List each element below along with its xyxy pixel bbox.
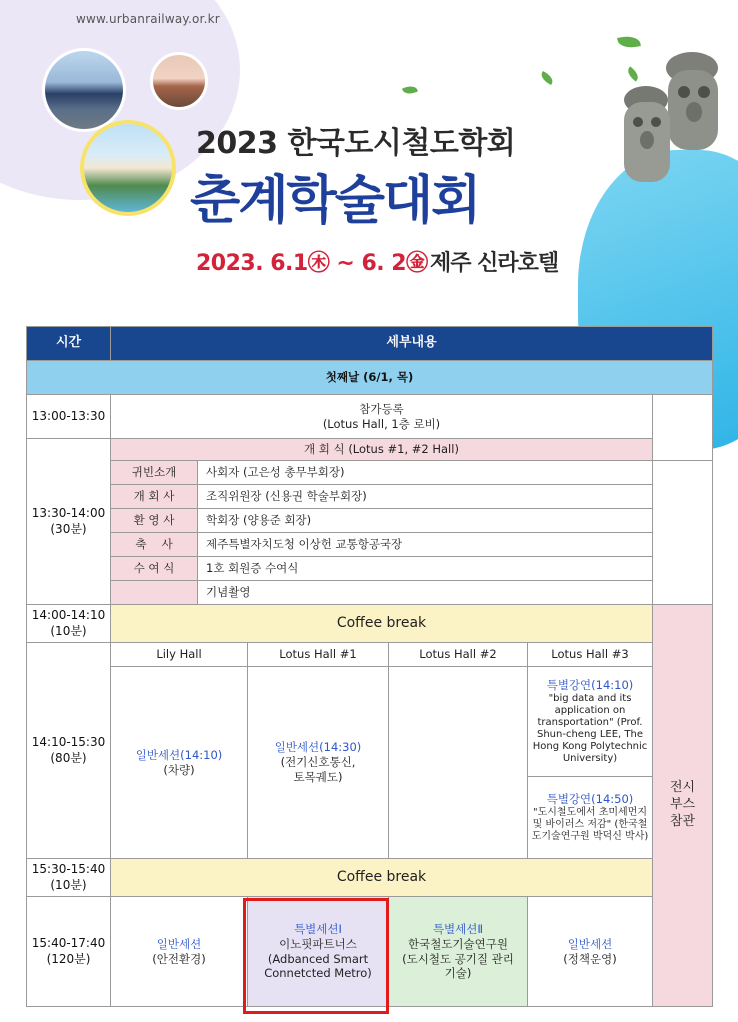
program-label	[111, 581, 198, 605]
duration: (80분)	[50, 750, 87, 765]
session-topic: Connetcted Metro)	[264, 966, 372, 981]
registration-location: (Lotus Hall, 1층 로비)	[322, 416, 441, 431]
table-row	[27, 859, 713, 897]
program-label: 수 여 식	[111, 557, 198, 581]
table-header-row	[27, 327, 713, 361]
special-session-2	[389, 897, 528, 1007]
table-row	[27, 461, 713, 485]
event-venue: 제주 신라호텔	[430, 251, 559, 276]
program-value: 제주특별자치도청 이상헌 교통항공국장	[198, 533, 653, 557]
side-line: 부스	[669, 797, 696, 813]
program-value: 1호 회원증 수여식	[198, 557, 653, 581]
table-row	[27, 557, 713, 581]
lecture-title: 특별강연(14:10)	[546, 678, 634, 693]
session-topic: 이노핏파트너스	[279, 936, 357, 951]
hall-header-row	[27, 643, 713, 667]
session-lotus-1	[248, 667, 389, 859]
hall-name-lotus-2: Lotus Hall #2	[389, 643, 528, 667]
leaf-decoration	[539, 71, 555, 85]
duration: (10분)	[50, 623, 87, 638]
event-title-year-org: 2023 한국도시철도학회	[196, 126, 516, 161]
session-topic: 한국철도기술연구원	[408, 936, 508, 951]
day-label: 첫째날 (6/1, 목)	[27, 361, 713, 395]
table-row	[27, 439, 713, 461]
session-title: 일반세션(14:30)	[274, 740, 362, 755]
program-value: 기념촬영	[198, 581, 653, 605]
time-cell	[27, 439, 111, 605]
duration: (10분)	[50, 877, 87, 892]
time-range: 14:10-15:30	[31, 734, 106, 749]
header-detail: 세부내용	[111, 327, 713, 361]
session-topic: (전기신호통신,	[280, 755, 356, 770]
session-topic: 기술)	[444, 966, 472, 981]
session-title: 특별세션Ⅱ	[432, 921, 484, 936]
time-cell	[27, 605, 111, 643]
side-line: 참관	[669, 813, 696, 829]
empty-side-cell	[653, 395, 713, 461]
time-cell: 13:00-13:30	[27, 395, 111, 439]
time-cell	[27, 643, 111, 859]
registration-cell	[111, 395, 653, 439]
session-title: 특별세션Ⅰ	[294, 921, 342, 936]
session-topic: (Adbanced Smart	[267, 951, 369, 966]
time-cell	[27, 859, 111, 897]
table-row	[27, 395, 713, 439]
hotel-photo	[80, 120, 176, 216]
program-label: 개 회 사	[111, 485, 198, 509]
session-topic: (차량)	[163, 762, 195, 777]
lecture-body: "big data and its application on transportation" (Prof. Shun-cheng LEE, The Hong Kong Polytechnic University)	[532, 692, 648, 764]
table-row	[27, 581, 713, 605]
session-title: 일반세션	[567, 936, 613, 951]
session-lotus-2-empty	[389, 667, 528, 859]
session-general-policy	[528, 897, 653, 1007]
table-row	[27, 667, 713, 777]
lecture-body: "도시철도에서 초미세먼지 및 바이러스 저감" (한국철도기술연구원 박덕신 박사)	[531, 806, 649, 842]
train-photo	[42, 48, 126, 132]
hall-name-lotus-1: Lotus Hall #1	[248, 643, 389, 667]
side-line: 전시	[669, 780, 696, 796]
coffee-break-cell: Coffee break	[111, 859, 653, 897]
special-lecture-1	[528, 667, 653, 777]
session-topic: (도시철도 공기질 관리	[402, 951, 514, 966]
event-date: 2023. 6.1㊍ ~ 6. 2㊎	[196, 251, 428, 276]
registration-title: 참가등록	[359, 401, 404, 416]
time-range: 13:30-14:00	[31, 505, 106, 520]
special-lecture-2	[528, 777, 653, 859]
dol-hareubang-statue-image	[610, 30, 730, 190]
session-topic: (안전환경)	[152, 951, 206, 966]
event-title-main: 춘계학술대회	[190, 171, 480, 231]
time-cell	[27, 897, 111, 1007]
empty-side-cell	[653, 461, 713, 605]
highlight-box	[243, 898, 389, 1014]
time-range: 15:30-15:40	[31, 861, 106, 876]
session-topic: (정책운영)	[563, 951, 617, 966]
seaside-rock-photo	[150, 52, 208, 110]
session-topic: 토목궤도)	[293, 769, 343, 784]
program-label: 축 사	[111, 533, 198, 557]
table-row	[27, 533, 713, 557]
program-label: 환 영 사	[111, 509, 198, 533]
opening-ceremony-title: 개 회 식 (Lotus #1, #2 Hall)	[111, 439, 653, 461]
time-range: 14:00-14:10	[31, 607, 106, 622]
program-value: 조직위원장 (신용권 학술부회장)	[198, 485, 653, 509]
hall-name-lily: Lily Hall	[111, 643, 248, 667]
lecture-title: 특별강연(14:50)	[546, 792, 634, 807]
session-title: 일반세션(14:10)	[135, 747, 223, 762]
table-row	[27, 485, 713, 509]
program-value: 학회장 (양용준 회장)	[198, 509, 653, 533]
table-row	[27, 509, 713, 533]
program-label: 귀빈소개	[111, 461, 198, 485]
leaf-decoration	[402, 84, 418, 96]
header-time: 시간	[27, 327, 111, 361]
session-general-safety	[111, 897, 248, 1007]
website-url[interactable]: www.urbanrailway.or.kr	[76, 12, 220, 26]
duration: (30분)	[50, 521, 87, 536]
coffee-break-cell: Coffee break	[111, 605, 653, 643]
table-row	[27, 605, 713, 643]
day-row	[27, 361, 713, 395]
program-value: 사회자 (고은성 총무부회장)	[198, 461, 653, 485]
session-lily	[111, 667, 248, 859]
session-title: 일반세션	[156, 936, 202, 951]
duration: (120분)	[46, 951, 91, 966]
hall-name-lotus-3: Lotus Hall #3	[528, 643, 653, 667]
exhibition-booth-cell	[653, 605, 713, 1007]
time-range: 15:40-17:40	[31, 935, 106, 950]
